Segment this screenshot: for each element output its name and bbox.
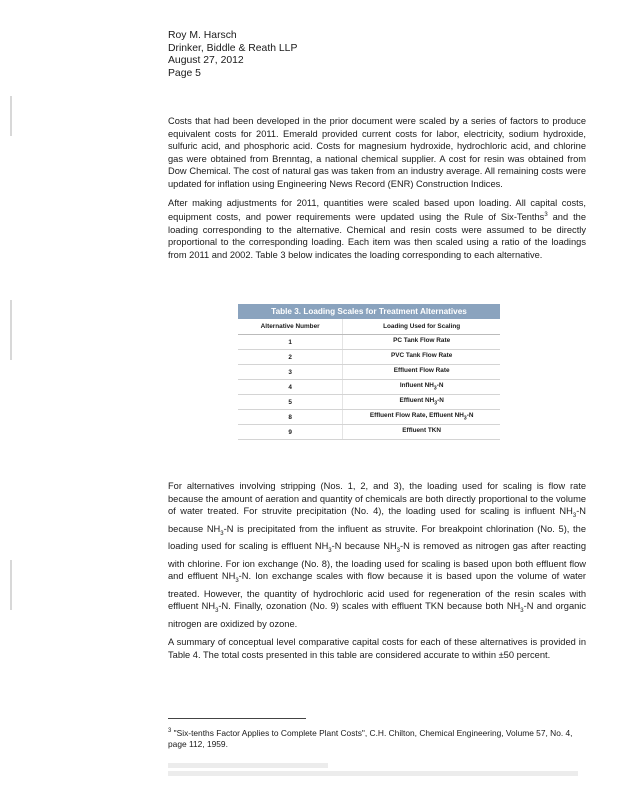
letter-date: August 27, 2012 [168, 55, 244, 67]
scan-margin-mark [10, 96, 12, 136]
scan-margin-mark [10, 300, 12, 360]
page-number: Page 5 [168, 67, 201, 79]
header-alternative-number: Alternative Number [238, 319, 343, 335]
alt-number-cell: 3 [238, 365, 343, 380]
table-row [238, 425, 500, 440]
table-row [238, 350, 500, 365]
footnote [168, 726, 586, 750]
loading-cell: Influent $NH_3-N$ [343, 380, 500, 395]
table-row [238, 410, 500, 425]
scan-margin-mark [10, 560, 12, 610]
body-text-bottom [168, 480, 586, 667]
loading-cell: Effluent $NH_3-N$ [343, 395, 500, 410]
header-loading-used: Loading Used for Scaling [343, 319, 500, 335]
loading-cell: Effluent Flow Rate, Effluent $NH_3-N$ [343, 410, 500, 425]
table-row [238, 365, 500, 380]
table-row [238, 335, 500, 350]
file-path-footer [168, 763, 588, 776]
loading-cell: PC Tank Flow Rate [343, 335, 500, 350]
alt-number-cell: 4 [238, 380, 343, 395]
footnote-ref: 3 [544, 212, 548, 219]
alt-number-cell: 8 [238, 410, 343, 425]
footnote-mark: 3 [168, 728, 172, 734]
paragraph-alternatives-loading: For alternatives involving stripping (Nos. 1, 2, and 3), the loading used for scaling is flow rate because the amount of aeration and quantity of chemicals are both directly proportional to the volume of water treated. For struvite precipitation (No. 4), the loading used for scaling is influent $NH_3-N$ because $NH_3-N$ is precipitated from the influent as struvite. For breakpoint chlorination (No. 5), the loading used for scaling is effluent $NH_3-N$ because $NH_3-N$ is removed as nitrogen gas after reacting with chlorine. For ion exchange (No. 8), the loading used for scaling is based upon both effluent flow and effluent $NH_3-N$. Ion exchange scales with flow because it is based upon the volume of water treated. However, the quantity of hydrochloric acid used for regeneration of the resin scales with effluent $NH_3-N$. Finally, ozonation (No. 9) scales with effluent TKN because both $NH_3-N$ and organic nitrogen are oxidized by ozone. [168, 481, 586, 629]
alt-number-cell: 9 [238, 425, 343, 440]
body-text-top [168, 115, 586, 268]
loading-cell: Effluent Flow Rate [343, 365, 500, 380]
recipient-firm: Drinker, Biddle & Reath LLP [168, 42, 298, 54]
loading-cell: PVC Tank Flow Rate [343, 350, 500, 365]
loading-cell: Effluent TKN [343, 425, 500, 440]
alt-number-cell: 5 [238, 395, 343, 410]
paragraph-cost-scaling: Costs that had been developed in the prior document were scaled by a series of factors to produce equivalent costs for 2011. Emerald provided current costs for labor, electricity, sodium hydroxide, sulfuric acid, and phosphoric acid. Costs for magnesium hydroxide, hydrochloric acid, and chlorine gas were obtained from Brenntag, a national chemical supplier. A cost for resin was obtained from Dow Chemical. The cost of natural gas was taken from an industry average. All remaining costs were updated for inflation using Engineering News Record (ENR) Construction Indices. [168, 116, 586, 189]
alt-number-cell: 2 [238, 350, 343, 365]
table-title: Table 3. Loading Scales for Treatment Alternatives [238, 304, 500, 319]
footnote-rule [168, 718, 306, 719]
letterhead [168, 30, 297, 80]
illegible-footer-line [168, 763, 328, 768]
paragraph-cost-summary: A summary of conceptual level comparative capital costs for each of these alternatives is provided in Table 4. The total costs presented in this table are considered accurate to within ±50 percent. [168, 637, 586, 660]
paragraph-loading-adjustment: After making adjustments for 2011, quantities were scaled based upon loading. All capital costs, equipment costs, and power requirements were updated using the Rule of Six-Tenths$^3$ and the loading corresponding to the alternative. Chemical and resin costs were assumed to be directly proportional to the corresponding loading. Each item was then scaled using a ratio of the loadings from 2011 and 2002. Table 3 below indicates the loading corresponding to each alternative. [168, 197, 586, 261]
table-header-row [238, 319, 500, 335]
illegible-footer-line [168, 771, 578, 776]
loading-scales-table [238, 319, 500, 440]
table-row [238, 380, 500, 395]
recipient-name: Roy M. Harsch [168, 30, 237, 41]
footnote-text: "Six-tenths Factor Applies to Complete Plant Costs", C.H. Chilton, Chemical Engineering, Volume 57, No. 4, page 112, 1959. [168, 727, 573, 749]
table-3 [238, 304, 500, 440]
table-row [238, 395, 500, 410]
alt-number-cell: 1 [238, 335, 343, 350]
